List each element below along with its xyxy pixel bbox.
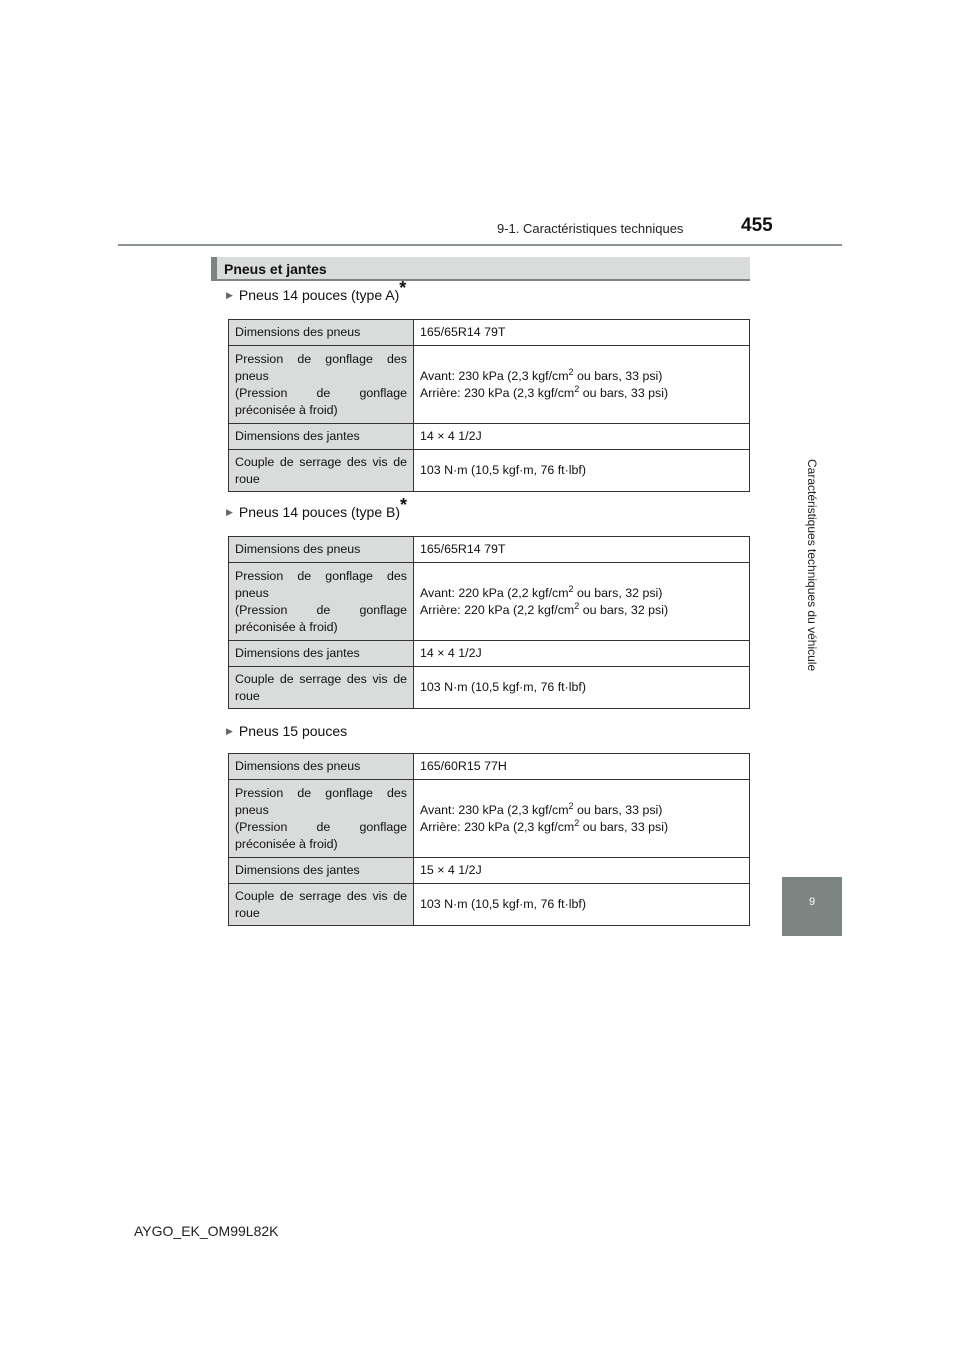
triangle-bullet-icon: ▶ [226,726,233,736]
header-section-title: 9-1. Caractéristiques techniques [497,221,684,236]
table-row [229,563,750,641]
table-row [229,780,750,858]
table-row [229,754,750,780]
group-heading-15: ▶ Pneus 15 pouces [226,723,348,739]
page-number: 455 [741,215,773,236]
row-value: Avant: 230 kPa (2,3 kgf/$cm^2$ ou bars, 33 psi) Arrière: 230 kPa (2,3 kgf/$cm^2$ ou bars, 33 psi) [414,780,750,858]
table-row [229,884,750,926]
row-label: Couple de serrage des vis de roue [229,884,414,926]
row-value: 165/65R14 79T [414,320,750,346]
row-label: Couple de serrage des vis de roue [229,450,414,492]
table-row [229,667,750,709]
triangle-bullet-icon: ▶ [226,290,233,300]
row-value: 14 × 4 1/2J [414,424,750,450]
table-row [229,641,750,667]
chapter-number: 9 [808,896,816,908]
row-value: 15 × 4 1/2J [414,858,750,884]
group-heading-14-type-b: ▶ Pneus 14 pouces (type B)* [226,495,408,520]
row-label: Dimensions des jantes [229,424,414,450]
asterisk-note: * [399,278,407,298]
spec-table-14-type-b [228,536,750,709]
row-label: Dimensions des pneus [229,320,414,346]
row-label: Dimensions des pneus [229,537,414,563]
table-row [229,537,750,563]
row-value: 103 N·m (10,5 kgf·m, 76 ft·lbf) [414,667,750,709]
section-heading: Pneus et jantes [211,257,750,281]
spec-table-15 [228,753,750,926]
row-label: Couple de serrage des vis de roue [229,667,414,709]
row-value: Avant: 230 kPa (2,3 kgf/$cm^2$ ou bars, 33 psi) Arrière: 230 kPa (2,3 kgf/$cm^2$ ou bars, 33 psi) [414,346,750,424]
row-value: 14 × 4 1/2J [414,641,750,667]
triangle-bullet-icon: ▶ [226,507,233,517]
chapter-tab [782,877,842,936]
side-tab-chapter-title: Caractéristiques techniques du véhicule [805,458,819,672]
group-heading-14-type-a: ▶ Pneus 14 pouces (type A)* [226,278,407,303]
asterisk-note: * [400,495,408,515]
row-label: Pression de gonflage des pneus (Pression de gonflage préconisée à froid) [229,563,414,641]
row-value: 165/60R15 77H [414,754,750,780]
spec-table-14-type-a [228,319,750,492]
row-label: Pression de gonflage des pneus (Pression de gonflage préconisée à froid) [229,346,414,424]
table-row [229,346,750,424]
header-divider [118,244,842,246]
row-label: Dimensions des jantes [229,641,414,667]
table-row [229,320,750,346]
row-value: 165/65R14 79T [414,537,750,563]
row-label: Dimensions des jantes [229,858,414,884]
table-row [229,424,750,450]
row-label: Dimensions des pneus [229,754,414,780]
table-row [229,858,750,884]
table-row [229,450,750,492]
footer-document-code: AYGO_EK_OM99L82K [134,1223,279,1239]
row-value: 103 N·m (10,5 kgf·m, 76 ft·lbf) [414,450,750,492]
row-label: Pression de gonflage des pneus (Pression de gonflage préconisée à froid) [229,780,414,858]
row-value: Avant: 220 kPa (2,2 kgf/$cm^2$ ou bars, 32 psi) Arrière: 220 kPa (2,2 kgf/$cm^2$ ou bars, 32 psi) [414,563,750,641]
row-value: 103 N·m (10,5 kgf·m, 76 ft·lbf) [414,884,750,926]
